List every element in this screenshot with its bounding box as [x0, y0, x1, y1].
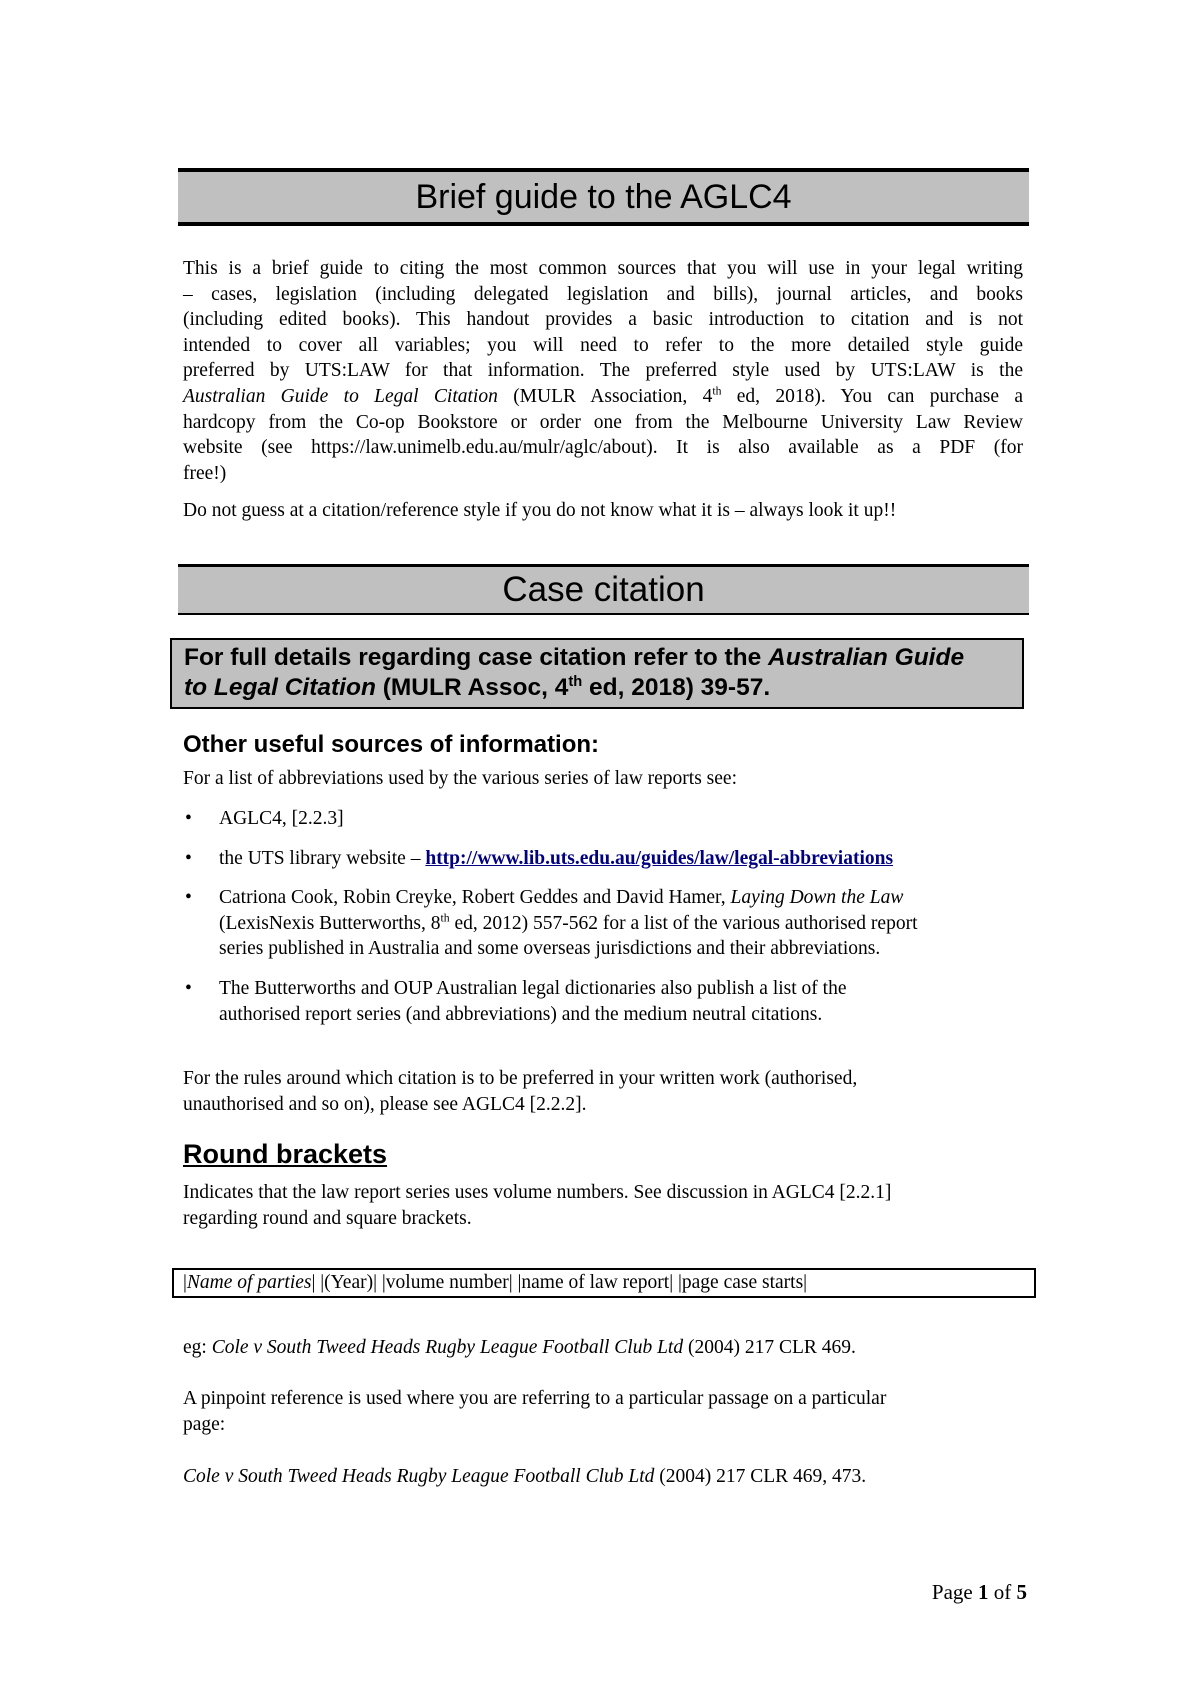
box-text: (MULR Assoc, 4: [375, 674, 569, 701]
intro-line: preferred by UTS:LAW for that information. The preferred style used by UTS:LAW is the: [183, 360, 1023, 382]
pinpoint-line: page:: [183, 1413, 226, 1435]
list-item-text: authorised report series (and abbreviations) and the medium neutral citations.: [219, 1003, 823, 1025]
total-pages: 5: [1016, 1580, 1027, 1604]
list-item-text: (LexisNexis Butterworths, 8: [219, 912, 441, 934]
bullet-icon: •: [185, 847, 192, 869]
uts-library-link[interactable]: http://www.lib.uts.edu.au/guides/law/legal-abbreviations: [425, 847, 894, 869]
pinpoint-line: A pinpoint reference is used where you are referring to a particular passage on a particular: [183, 1388, 887, 1409]
aglc-title-italic: Australian Guide to Legal Citation: [183, 385, 498, 407]
footer-text: Page: [931, 1580, 978, 1604]
template-parties: Name of parties: [186, 1272, 312, 1293]
box-italic: Australian Guide: [768, 644, 965, 671]
citation-text: (2004) 217 CLR 469.: [683, 1337, 856, 1358]
pinpoint-example: [183, 1464, 1023, 1490]
other-sources-heading: Other useful sources of information:: [183, 731, 600, 758]
current-page-number: 1: [978, 1580, 989, 1604]
bullet-icon: •: [185, 808, 192, 829]
round-brackets-heading: Round brackets: [183, 1139, 388, 1169]
list-item-text: the UTS library website –: [219, 847, 426, 869]
citation-template-box: |Name of parties| |(Year)| |volume number| |name of law report| |page case starts|: [172, 1268, 1036, 1298]
round-brackets-description: [183, 1180, 1023, 1231]
intro-line: intended to cover all variables; you will need to refer to the more detailed style guide: [183, 334, 1023, 356]
intro-line: website (see https://law.unimelb.edu.au/mulr/aglc/about). It is also available as a PDF (for: [183, 437, 1023, 459]
intro-line: [183, 384, 1023, 410]
section-title-case-citation: Case citation: [178, 564, 1029, 615]
description-line: regarding round and square brackets.: [183, 1207, 472, 1229]
case-name-italic: Cole v South Tweed Heads Rugby League Football Club Ltd: [183, 1466, 655, 1487]
rules-line: unauthorised and so on), please see AGLC4 [2.2.2].: [183, 1093, 587, 1115]
box-text: ed, 2018) 39-57.: [582, 674, 771, 701]
list-item: [183, 806, 1023, 832]
other-sources-lead: For a list of abbreviations used by the various series of law reports see:: [183, 768, 737, 789]
case-name-italic: Cole v South Tweed Heads Rugby League Football Club Ltd: [211, 1337, 684, 1358]
citation-text: (2004) 217 CLR 469, 473.: [654, 1466, 867, 1487]
intro-line: This is a brief guide to citing the most common sources that you will use in your legal writing: [183, 258, 1023, 279]
intro-line: hardcopy from the Co-op Bookstore or order one from the Melbourne University Law Review: [183, 411, 1023, 433]
bullet-icon: •: [185, 977, 192, 999]
list-item: [183, 885, 1023, 962]
bullet-icon: •: [185, 887, 192, 909]
description-line: Indicates that the law report series uses volume numbers. See discussion in AGLC4 [2.2.1]: [183, 1182, 892, 1203]
rules-paragraph: [183, 1066, 1023, 1117]
page-number-footer: [932, 1580, 1027, 1605]
pinpoint-paragraph: [183, 1386, 1023, 1437]
page-title: Brief guide to the AGLC4: [178, 168, 1029, 226]
sources-list: [183, 806, 1023, 1027]
intro-line: (including edited books). This handout provides a basic introduction to citation and is not: [183, 309, 1023, 331]
superscript: th: [568, 673, 583, 690]
list-item: [183, 976, 1023, 1027]
intro-line: free!): [183, 462, 227, 484]
list-item-text: series published in Australia and some overseas jurisdictions and their abbreviations.: [219, 938, 881, 960]
superscript: th: [712, 384, 722, 398]
example-citation: [183, 1335, 1023, 1361]
full-details-box: [170, 638, 1024, 709]
intro-paragraph: [183, 256, 1023, 486]
superscript: th: [440, 911, 450, 925]
list-item-text: ed, 2012) 557-562 for a list of the various authorised report: [449, 912, 918, 934]
list-item-text: The Butterworths and OUP Australian legal dictionaries also publish a list of the: [219, 977, 847, 999]
list-item-text: AGLC4, [2.2.3]: [219, 808, 344, 829]
example-prefix: eg:: [183, 1337, 212, 1358]
box-italic: to Legal Citation: [184, 674, 376, 701]
warning-text: Do not guess at a citation/reference style if you do not know what it is – always look it up!!: [183, 500, 897, 521]
box-text: For full details regarding case citation refer to the: [184, 644, 769, 671]
footer-text: of: [988, 1580, 1017, 1604]
list-item: [183, 846, 1023, 872]
intro-text: (MULR Association, 4: [497, 385, 713, 407]
rules-line: For the rules around which citation is to be preferred in your written work (authorised,: [183, 1068, 858, 1089]
intro-line: – cases, legislation (including delegated legislation and bills), journal articles, and books: [183, 283, 1023, 305]
intro-text: ed, 2018). You can purchase a: [721, 385, 1023, 407]
book-title-italic: Laying Down the Law: [730, 887, 904, 909]
list-item-text: Catriona Cook, Robin Creyke, Robert Geddes and David Hamer,: [219, 887, 731, 909]
template-rest: | |(Year)| |volume number| |name of law report| |page case starts|: [311, 1272, 808, 1293]
